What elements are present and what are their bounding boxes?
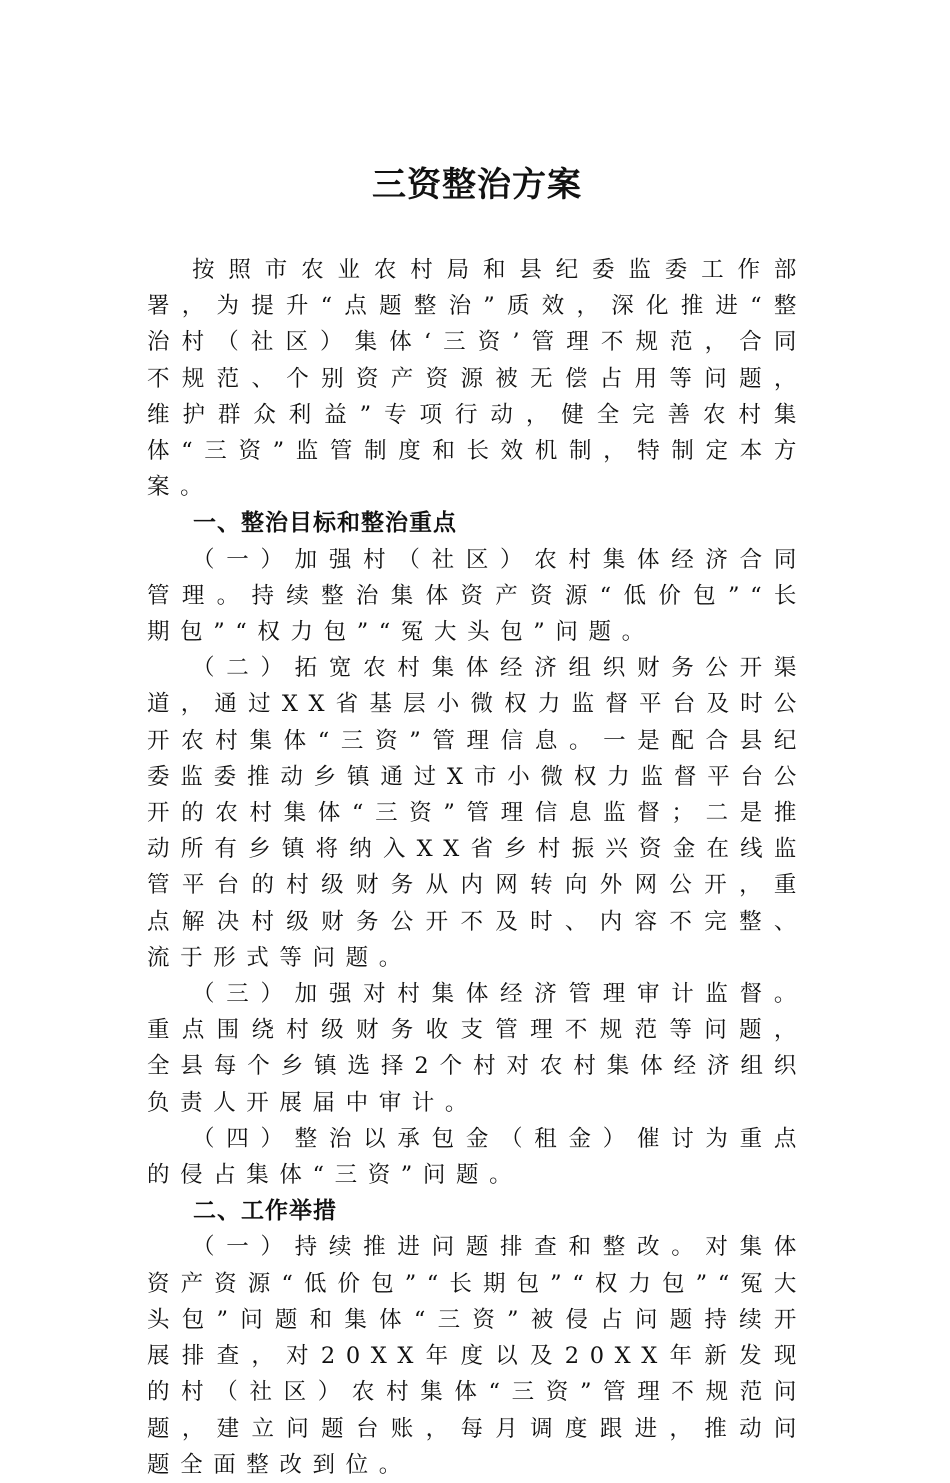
body-paragraph: （一）加强村（社区）农村集体经济合同管理。持续整治集体资产资源“低价包”“长期包”“权力包”“冤大头包”问题。 [147, 546, 807, 646]
intro-paragraph: 按照市农业农村局和县纪委监委工作部署，为提升“点题整治”质效，深化推进“整治村（社区）集体‘三资’管理不规范，合同不规范、个别资产资源被无偿占用等问题，维护群众利益”专项行动，健全完善农村集体“三资”监管制度和长效机制，特制定本方案。 [147, 257, 807, 501]
document-title: 三资整治方案 [372, 165, 582, 205]
body-paragraph: （四）整治以承包金（租金）催讨为重点的侵占集体“三资”问题。 [147, 1125, 807, 1189]
document-body [147, 252, 807, 1483]
body-paragraph: （一）持续推进问题排查和整改。对集体资产资源“低价包”“长期包”“权力包”“冤大头包”问题和集体“三资”被侵占问题持续开展排查，对20XX年度以及20XX年新发现的村（社区）农村集体“三资”管理不规范问题，建立问题台账，每月调度跟进，推动问题全面整改到位。 [147, 1234, 807, 1478]
body-paragraph: （二）拓宽农村集体经济组织财务公开渠道，通过XX省基层小微权力监督平台及时公开农村集体“三资”管理信息。一是配合县纪委监委推动乡镇通过X市小微权力监督平台公开的农村集体“三资”管理信息监督；二是推动所有乡镇将纳入XX省乡村振兴资金在线监管平台的村级财务从内网转向外网公开，重点解决村级财务公开不及时、内容不完整、流于形式等问题。 [147, 655, 807, 971]
body-paragraph: （三）加强对村集体经济管理审计监督。重点围绕村级财务收支管理不规范等问题，全县每个乡镇选择2个村对农村集体经济组织负责人开展届中审计。 [147, 981, 807, 1116]
section-heading-1: 一、整治目标和整治重点 [193, 510, 457, 537]
section-heading-2: 二、工作举措 [193, 1198, 337, 1225]
